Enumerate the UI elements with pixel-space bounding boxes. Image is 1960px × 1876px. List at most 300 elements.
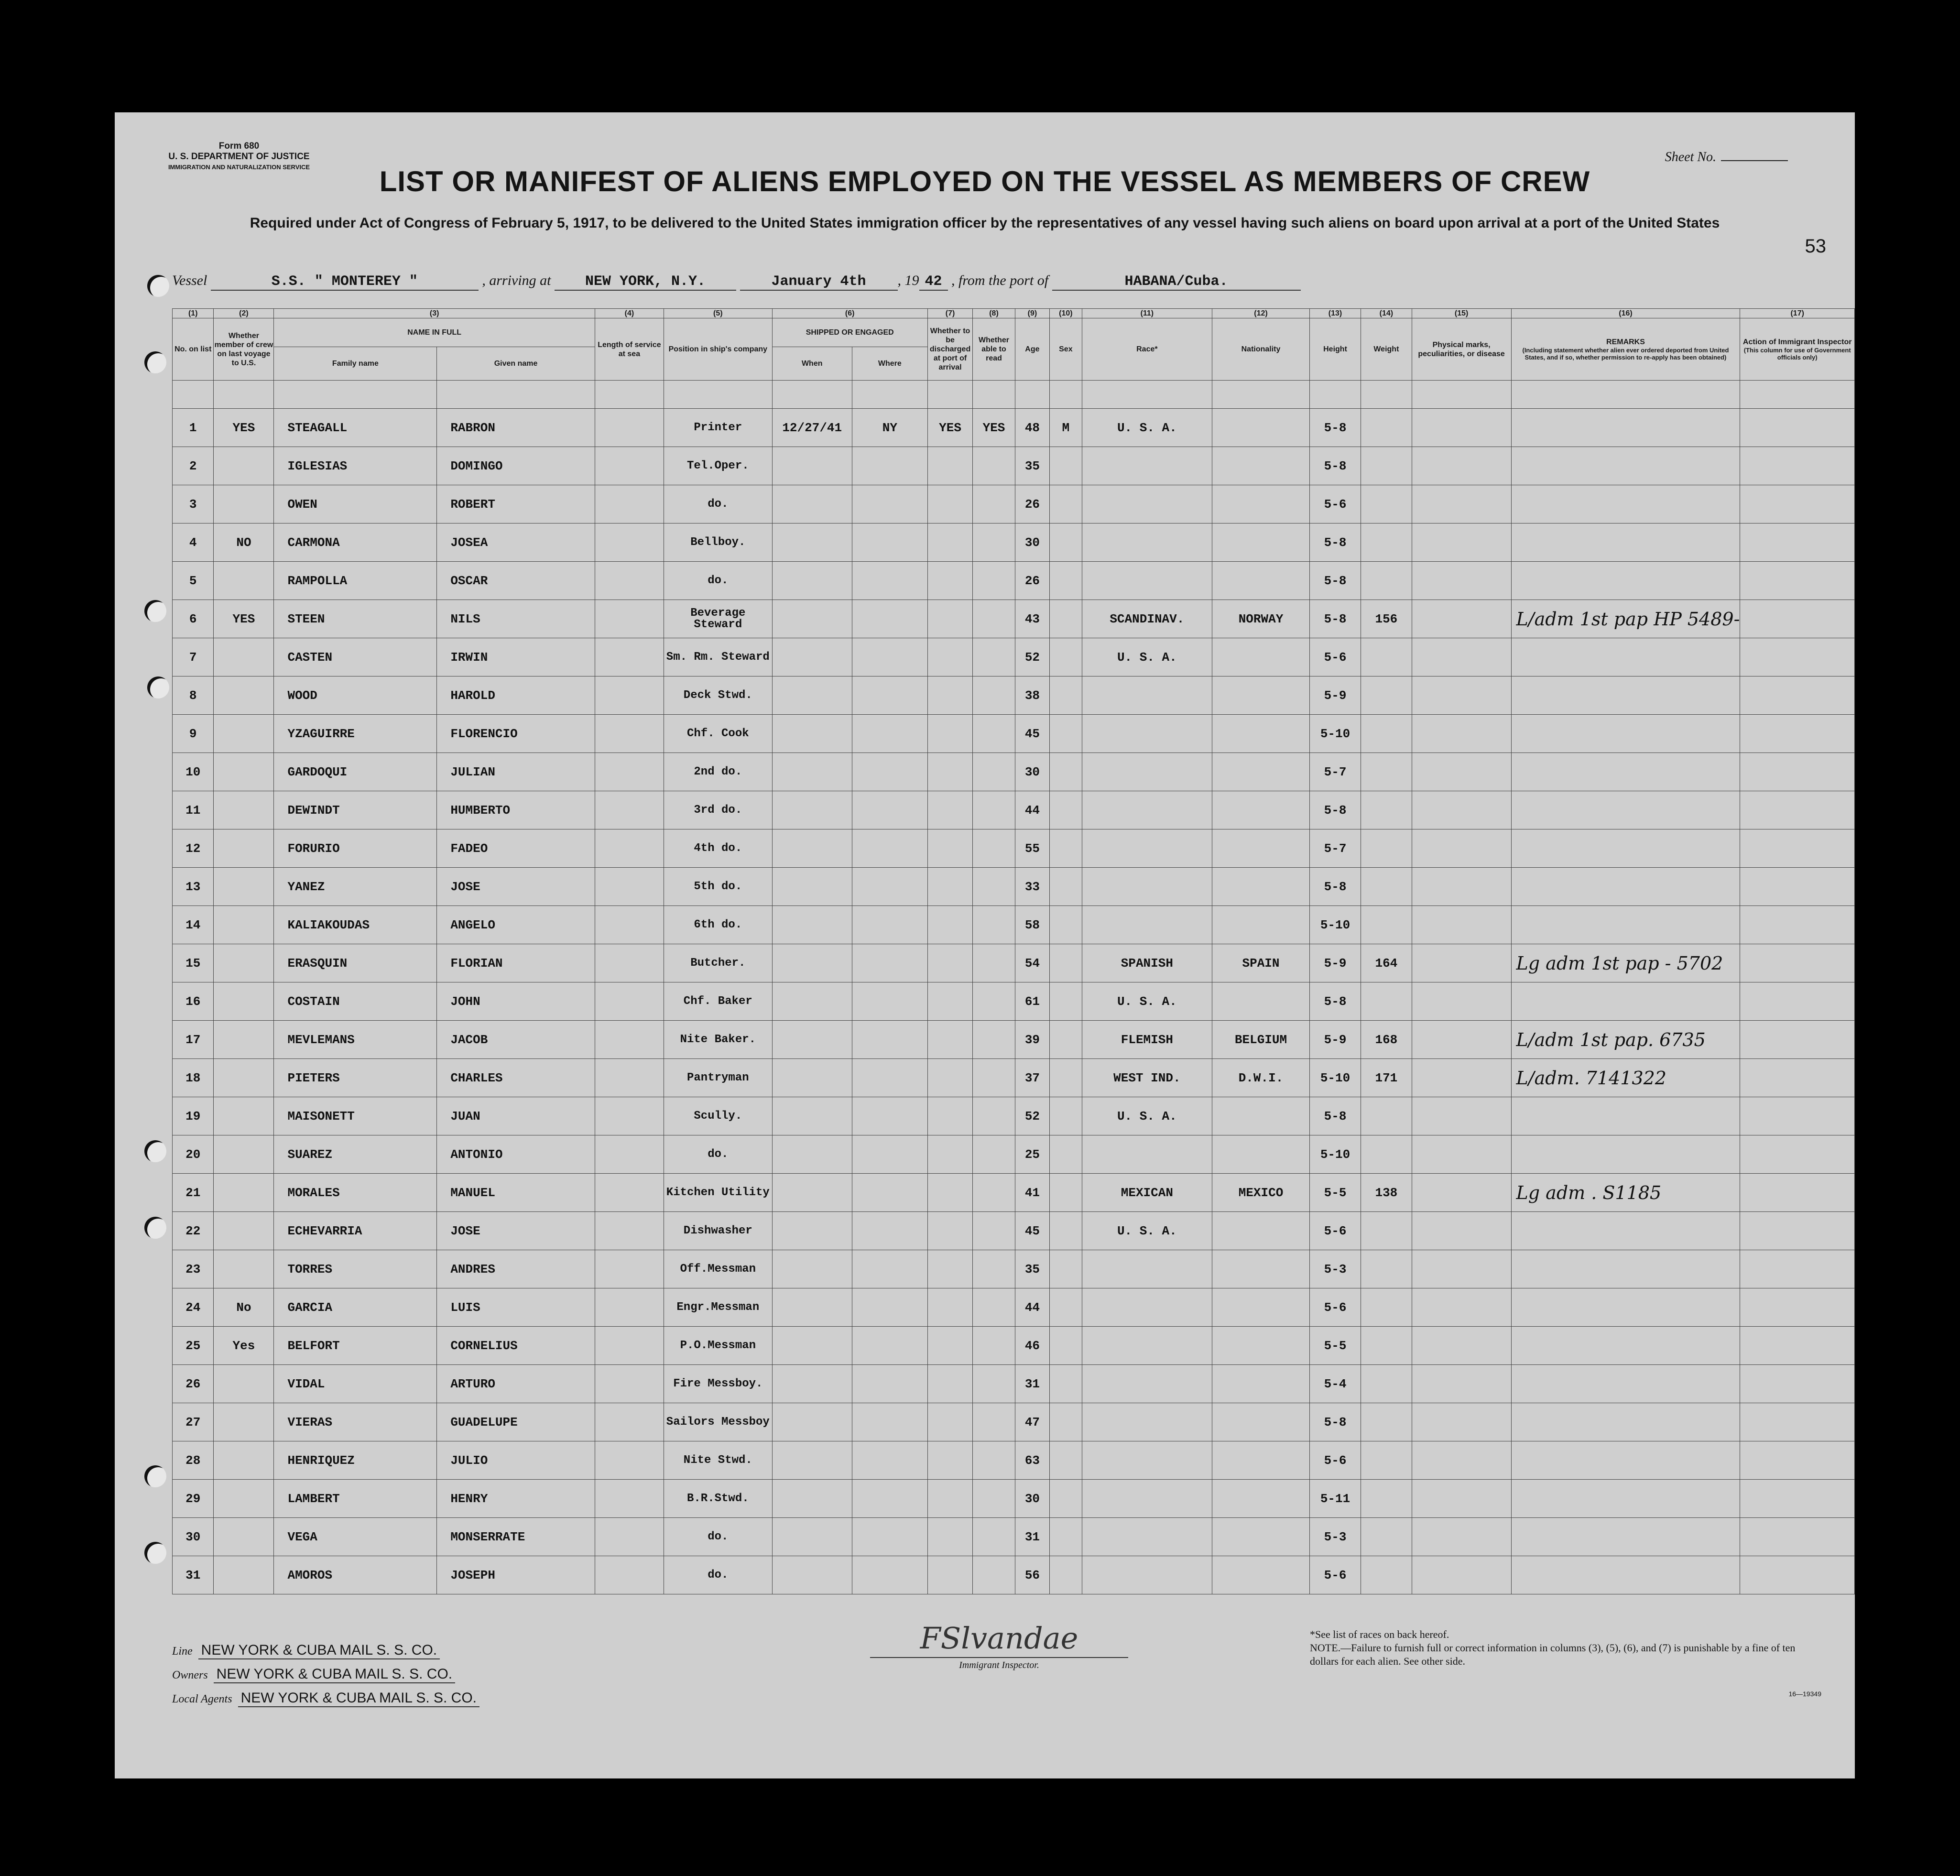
family-name: CARMONA: [274, 524, 437, 562]
shipped-when: [772, 1250, 852, 1288]
shipped-where: [852, 1480, 927, 1518]
shipped-when: [772, 715, 852, 753]
shipped-when: [772, 562, 852, 600]
inspector-action: [1740, 1212, 1855, 1250]
family-name: MAISONETT: [274, 1097, 437, 1135]
height: 5-8: [1309, 791, 1361, 829]
remarks: [1511, 1441, 1740, 1480]
remarks-title: REMARKS: [1606, 338, 1645, 346]
length-service: [595, 1556, 664, 1594]
member-last-voyage: [214, 1403, 274, 1441]
physical-marks: [1412, 906, 1511, 944]
remarks: [1511, 791, 1740, 829]
row-number: 14: [173, 906, 214, 944]
age: 26: [1015, 485, 1049, 524]
inspector-action: [1740, 447, 1855, 485]
line-value: NEW YORK & CUBA MAIL S. S. CO.: [198, 1642, 440, 1659]
year-prefix: , 19: [897, 273, 919, 288]
able-read: [973, 753, 1015, 791]
position: Fire Messboy.: [664, 1365, 773, 1403]
race: [1082, 1441, 1212, 1480]
member-last-voyage: [214, 1441, 274, 1480]
physical-marks: [1412, 1480, 1511, 1518]
owners-label: Owners: [172, 1669, 208, 1681]
physical-marks: [1412, 1365, 1511, 1403]
length-service: [595, 753, 664, 791]
given-name: DOMINGO: [437, 447, 595, 485]
shipped-where: [852, 638, 927, 676]
row-number: 17: [173, 1021, 214, 1059]
length-service: [595, 791, 664, 829]
discharged: [927, 485, 972, 524]
race: [1082, 447, 1212, 485]
table-row: [173, 1518, 1855, 1556]
age: 43: [1015, 600, 1049, 638]
given-name: GUADELUPE: [437, 1403, 595, 1441]
height: 5-5: [1309, 1327, 1361, 1365]
position: B.R.Stwd.: [664, 1480, 773, 1518]
remarks: Lg adm 1st pap - 5702: [1511, 944, 1740, 982]
col-num: (2): [214, 309, 274, 318]
header-length-service: Length of service at sea: [595, 318, 664, 381]
remarks: [1511, 409, 1740, 447]
table-row: [173, 409, 1855, 447]
discharged: [927, 1135, 972, 1174]
agents-value: NEW YORK & CUBA MAIL S. S. CO.: [238, 1690, 479, 1707]
inspector-action: [1740, 1441, 1855, 1480]
length-service: [595, 1365, 664, 1403]
discharged: [927, 447, 972, 485]
shipped-where: [852, 1365, 927, 1403]
physical-marks: [1412, 944, 1511, 982]
given-name: HENRY: [437, 1480, 595, 1518]
physical-marks: [1412, 715, 1511, 753]
member-last-voyage: [214, 906, 274, 944]
inspector-action: [1740, 600, 1855, 638]
member-last-voyage: [214, 1480, 274, 1518]
position: Bellboy.: [664, 524, 773, 562]
family-name: CASTEN: [274, 638, 437, 676]
length-service: [595, 1288, 664, 1327]
weight: [1361, 1556, 1412, 1594]
nationality: [1212, 524, 1310, 562]
inspector-action: [1740, 524, 1855, 562]
position: 5th do.: [664, 868, 773, 906]
shipped-when: [772, 1441, 852, 1480]
height: 5-8: [1309, 1403, 1361, 1441]
race: WEST IND.: [1082, 1059, 1212, 1097]
able-read: [973, 1365, 1015, 1403]
nationality: [1212, 1441, 1310, 1480]
length-service: [595, 524, 664, 562]
age: 45: [1015, 1212, 1049, 1250]
length-service: [595, 906, 664, 944]
age: 47: [1015, 1403, 1049, 1441]
row-number: 26: [173, 1365, 214, 1403]
physical-marks: [1412, 1021, 1511, 1059]
inspector-action: [1740, 1097, 1855, 1135]
position: do.: [664, 562, 773, 600]
shipped-when: [772, 638, 852, 676]
header-shipped-engaged: SHIPPED OR ENGAGED: [772, 318, 927, 347]
table-row: [173, 791, 1855, 829]
physical-marks: [1412, 1518, 1511, 1556]
nationality: [1212, 1212, 1310, 1250]
member-last-voyage: [214, 1250, 274, 1288]
shipped-when: [772, 1403, 852, 1441]
header-discharged: Whether to be discharged at port of arrival: [927, 318, 972, 381]
family-name: COSTAIN: [274, 982, 437, 1021]
race: [1082, 1135, 1212, 1174]
nationality: [1212, 676, 1310, 715]
length-service: [595, 829, 664, 868]
remarks: [1511, 715, 1740, 753]
inspector-action: [1740, 1327, 1855, 1365]
discharged: [927, 829, 972, 868]
nationality: SPAIN: [1212, 944, 1310, 982]
race: MEXICAN: [1082, 1174, 1212, 1212]
given-name: FLORENCIO: [437, 715, 595, 753]
row-number: 15: [173, 944, 214, 982]
race: [1082, 524, 1212, 562]
column-numbers-row: [173, 309, 1855, 318]
length-service: [595, 1327, 664, 1365]
row-number: 2: [173, 447, 214, 485]
weight: [1361, 447, 1412, 485]
sex: [1050, 868, 1082, 906]
member-last-voyage: [214, 485, 274, 524]
age: 44: [1015, 1288, 1049, 1327]
header-physical-marks: Physical marks, peculiarities, or disease: [1412, 318, 1511, 381]
position: 6th do.: [664, 906, 773, 944]
given-name: JULIAN: [437, 753, 595, 791]
row-number: 16: [173, 982, 214, 1021]
age: 46: [1015, 1327, 1049, 1365]
given-name: HUMBERTO: [437, 791, 595, 829]
weight: [1361, 638, 1412, 676]
height: 5-11: [1309, 1480, 1361, 1518]
member-last-voyage: [214, 1174, 274, 1212]
page-title: LIST OR MANIFEST OF ALIENS EMPLOYED ON THE VESSEL AS MEMBERS OF CREW: [379, 165, 1590, 197]
shipped-when: [772, 1518, 852, 1556]
shipped-where: [852, 1135, 927, 1174]
weight: [1361, 982, 1412, 1021]
shipped-when: [772, 524, 852, 562]
age: 55: [1015, 829, 1049, 868]
sex: [1050, 524, 1082, 562]
row-number: 23: [173, 1250, 214, 1288]
height: 5-3: [1309, 1250, 1361, 1288]
discharged: [927, 1556, 972, 1594]
physical-marks: [1412, 1441, 1511, 1480]
shipped-when: [772, 906, 852, 944]
family-name: TORRES: [274, 1250, 437, 1288]
shipped-when: [772, 868, 852, 906]
given-name: ROBERT: [437, 485, 595, 524]
col-num: (15): [1412, 309, 1511, 318]
table-row: [173, 676, 1855, 715]
inspector-label: Immigrant Inspector.: [959, 1660, 1039, 1670]
family-name: VIDAL: [274, 1365, 437, 1403]
length-service: [595, 1021, 664, 1059]
shipped-where: NY: [852, 409, 927, 447]
table-row: [173, 982, 1855, 1021]
nationality: NORWAY: [1212, 600, 1310, 638]
race: U. S. A.: [1082, 1097, 1212, 1135]
table-row: [173, 485, 1855, 524]
shipped-when: [772, 1135, 852, 1174]
weight: 168: [1361, 1021, 1412, 1059]
col-num: (1): [173, 309, 214, 318]
weight: [1361, 1212, 1412, 1250]
sex: [1050, 1250, 1082, 1288]
weight: [1361, 562, 1412, 600]
inspector-action: [1740, 715, 1855, 753]
inspector-action: [1740, 638, 1855, 676]
age: 30: [1015, 524, 1049, 562]
age: 44: [1015, 791, 1049, 829]
member-last-voyage: YES: [214, 409, 274, 447]
inspector-action: [1740, 791, 1855, 829]
table-row: [173, 1288, 1855, 1327]
position: Dishwasher: [664, 1212, 773, 1250]
given-name: FADEO: [437, 829, 595, 868]
arrival-year: 42: [919, 273, 948, 291]
table-row: [173, 1441, 1855, 1480]
punch-hole: [144, 1140, 166, 1162]
table-row: [173, 1174, 1855, 1212]
weight: [1361, 1403, 1412, 1441]
row-number: 9: [173, 715, 214, 753]
nationality: [1212, 829, 1310, 868]
nationality: [1212, 791, 1310, 829]
discharged: [927, 600, 972, 638]
row-number: 10: [173, 753, 214, 791]
shipped-where: [852, 600, 927, 638]
physical-marks: [1412, 1059, 1511, 1097]
nationality: [1212, 1365, 1310, 1403]
line-label: Line: [172, 1645, 193, 1658]
nationality: [1212, 1480, 1310, 1518]
remarks: [1511, 868, 1740, 906]
sex: [1050, 1327, 1082, 1365]
nationality: [1212, 1327, 1310, 1365]
race: [1082, 868, 1212, 906]
remarks-note: (Including statement whether alien ever ordered deported from United States, and if so, whether permission to re-apply has been obtained): [1522, 347, 1729, 361]
sex: [1050, 1212, 1082, 1250]
age: 38: [1015, 676, 1049, 715]
given-name: ARTURO: [437, 1365, 595, 1403]
member-last-voyage: [214, 982, 274, 1021]
length-service: [595, 1403, 664, 1441]
given-name: ANDRES: [437, 1250, 595, 1288]
table-row: [173, 1403, 1855, 1441]
inspector-action: [1740, 562, 1855, 600]
member-last-voyage: NO: [214, 524, 274, 562]
remarks: [1511, 1518, 1740, 1556]
table-row: [173, 829, 1855, 868]
member-last-voyage: [214, 447, 274, 485]
weight: [1361, 1327, 1412, 1365]
weight: [1361, 676, 1412, 715]
sex: [1050, 1556, 1082, 1594]
shipped-when: [772, 944, 852, 982]
header-member-last-voyage: Whether member of crew on last voyage to U.S.: [214, 318, 274, 381]
inspector-action: [1740, 753, 1855, 791]
nationality: [1212, 982, 1310, 1021]
header-height: Height: [1309, 318, 1361, 381]
physical-marks: [1412, 868, 1511, 906]
weight: 164: [1361, 944, 1412, 982]
col-num: (8): [973, 309, 1015, 318]
header-where: Where: [852, 347, 927, 381]
weight: 138: [1361, 1174, 1412, 1212]
position: do.: [664, 1518, 773, 1556]
length-service: [595, 868, 664, 906]
remarks: [1511, 1327, 1740, 1365]
header-family-name: Family name: [274, 347, 437, 381]
row-number: 28: [173, 1441, 214, 1480]
given-name: CHARLES: [437, 1059, 595, 1097]
punch-hole: [144, 1217, 166, 1239]
shipped-where: [852, 1212, 927, 1250]
nationality: BELGIUM: [1212, 1021, 1310, 1059]
family-name: PIETERS: [274, 1059, 437, 1097]
height: 5-4: [1309, 1365, 1361, 1403]
header-when: When: [772, 347, 852, 381]
nationality: [1212, 1518, 1310, 1556]
col-num: (9): [1015, 309, 1049, 318]
weight: [1361, 829, 1412, 868]
sex: [1050, 791, 1082, 829]
discharged: [927, 753, 972, 791]
position: Butcher.: [664, 944, 773, 982]
member-last-voyage: [214, 1556, 274, 1594]
age: 30: [1015, 753, 1049, 791]
age: 52: [1015, 638, 1049, 676]
header-no-on-list: No. on list: [173, 318, 214, 381]
physical-marks: [1412, 524, 1511, 562]
age: 31: [1015, 1365, 1049, 1403]
row-number: 20: [173, 1135, 214, 1174]
punch-hole: [147, 676, 169, 698]
inspector-action: [1740, 1403, 1855, 1441]
able-read: [973, 1097, 1015, 1135]
shipped-when: [772, 485, 852, 524]
table-row: [173, 1365, 1855, 1403]
col-num: (13): [1309, 309, 1361, 318]
able-read: [973, 638, 1015, 676]
physical-marks: [1412, 1288, 1511, 1327]
inspector-action: [1740, 906, 1855, 944]
from-port-label: , from the port of: [951, 273, 1049, 288]
inspector-action: [1740, 1135, 1855, 1174]
table-row: [173, 753, 1855, 791]
remarks: [1511, 829, 1740, 868]
shipped-when: [772, 791, 852, 829]
length-service: [595, 1518, 664, 1556]
row-number: 8: [173, 676, 214, 715]
shipped-where: [852, 868, 927, 906]
age: 35: [1015, 1250, 1049, 1288]
race: [1082, 753, 1212, 791]
crew-manifest-table: [172, 308, 1855, 1594]
table-row: [173, 447, 1855, 485]
sex: [1050, 906, 1082, 944]
shipped-when: [772, 1212, 852, 1250]
given-name: CORNELIUS: [437, 1327, 595, 1365]
footer-notes: [1310, 1628, 1797, 1668]
race: [1082, 1403, 1212, 1441]
shipped-when: [772, 982, 852, 1021]
position: do.: [664, 1135, 773, 1174]
nationality: [1212, 1556, 1310, 1594]
height: 5-5: [1309, 1174, 1361, 1212]
sex: [1050, 676, 1082, 715]
length-service: [595, 1174, 664, 1212]
page-subtitle: Required under Act of Congress of February 5, 1917, to be delivered to the United States immigration officer by the representatives of any vessel having such aliens on board upon arrival at a port of the United States: [250, 215, 1720, 231]
height: 5-7: [1309, 829, 1361, 868]
form-number: Form 680: [218, 141, 260, 151]
form-code: 16—19349: [1788, 1690, 1821, 1698]
remarks: [1511, 1250, 1740, 1288]
row-number: 24: [173, 1288, 214, 1327]
remarks: Lg adm . S1185: [1511, 1174, 1740, 1212]
shipped-where: [852, 1518, 927, 1556]
shipped-when: [772, 829, 852, 868]
height: 5-6: [1309, 638, 1361, 676]
footer-line: [172, 1642, 440, 1659]
length-service: [595, 485, 664, 524]
row-number: 4: [173, 524, 214, 562]
sex: [1050, 1441, 1082, 1480]
sheet-number-blank: [1721, 160, 1788, 161]
age: 25: [1015, 1135, 1049, 1174]
sex: [1050, 1365, 1082, 1403]
physical-marks: [1412, 753, 1511, 791]
header-position: Position in ship's company: [664, 318, 773, 381]
age: 31: [1015, 1518, 1049, 1556]
weight: [1361, 485, 1412, 524]
race: FLEMISH: [1082, 1021, 1212, 1059]
row-number: 12: [173, 829, 214, 868]
inspector-action: [1740, 1059, 1855, 1097]
given-name: MANUEL: [437, 1174, 595, 1212]
able-read: [973, 906, 1015, 944]
able-read: [973, 868, 1015, 906]
given-name: JUAN: [437, 1097, 595, 1135]
row-number: 18: [173, 1059, 214, 1097]
position: Chf. Baker: [664, 982, 773, 1021]
given-name: JOSE: [437, 1212, 595, 1250]
inspector-action: [1740, 1556, 1855, 1594]
shipped-when: [772, 1097, 852, 1135]
weight: [1361, 1518, 1412, 1556]
height: 5-10: [1309, 1059, 1361, 1097]
sheet-number-field: [1665, 150, 1788, 165]
remarks: L/adm 1st pap. 6735: [1511, 1021, 1740, 1059]
physical-marks: [1412, 676, 1511, 715]
shipped-when: [772, 1059, 852, 1097]
able-read: [973, 1403, 1015, 1441]
nationality: [1212, 868, 1310, 906]
height: 5-9: [1309, 676, 1361, 715]
given-name: MONSERRATE: [437, 1518, 595, 1556]
inspector-action: [1740, 409, 1855, 447]
weight: 156: [1361, 600, 1412, 638]
sex: [1050, 1059, 1082, 1097]
row-number: 5: [173, 562, 214, 600]
